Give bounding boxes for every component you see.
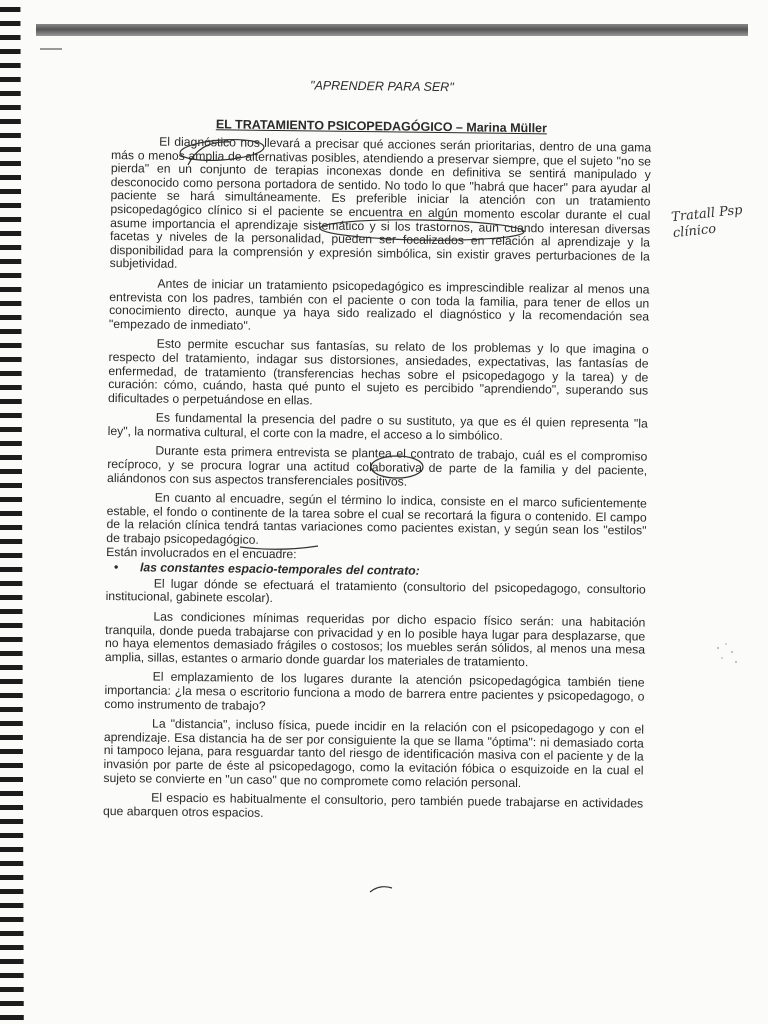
paragraph-encuadre: En cuanto al encuadre, según el término lo indica, consiste en el marco suficientemente estable, el fondo o continente de la tarea sobre el cual se recortará la figura o contenido. El campo de la relación clínica tendrá tantas variaciones como pacientes existan, y según sean los "estilos" de trabajo psicopedagógico. xyxy=(106,490,647,547)
bullet-dot-icon: • xyxy=(113,560,119,575)
pencil-dots xyxy=(712,640,742,670)
paragraph-lugar: El lugar dónde se efectuará el tratamiento (consultorio del psicopedagogo, consultorio institucional, gabinete escolar). xyxy=(105,576,646,606)
paragraph-distancia: La "distancia", incluso física, puede incidir en la relación con el psicopedagogo y con el aprendizaje. Esa distancia ha de ser por consiguiente la que se llama "óptima": ni demasiado corta ni tampoco lejana, para resguardar tanto del riesgo de identificación masiva con el paciente y de la invasión por parte de éste al psicopedagogo, como la evitación fóbica o esquizoide en la cual el sujeto se convierte en "un caso" que no compromete como relación personal. xyxy=(103,716,645,790)
paragraph-condiciones: Las condiciones mínimas requeridas por dicho espacio físico serán: una habitación tranquila, donde pueda trabajarse con privacidad y en lo posible haya lugar para desplazarse, que no haya elementos demasiado frágiles o costosos; los muebles serán sólidos, al menos una mesa amplia, sillas, estantes o armario donde guardar los materiales de tratamiento. xyxy=(104,609,646,669)
scan-top-edge xyxy=(36,24,748,36)
bullet-text: las constantes espacio-temporales del contrato: xyxy=(139,560,420,579)
spiral-binding xyxy=(0,0,34,1024)
paragraph-diagnostico: El diagnóstico nos llevará a precisar qué acciones serán prioritarias, dentro de una gama más o menos amplia de alternativas posibles, atendiendo a preservar siempre, que el sujeto "no se pierda" en un conjunto de terapias inconexas donde en definitiva se sentirá manipulado y desconocido como persona portadora de sentido. No todo lo que "habrá que hacer" para ayudar al paciente se hará simultáneamente. Es preferible iniciar la atención con un tratamiento psicopedagógico clínico si el paciente se encuentra en algún momento escolar durante el cual asume importancia el aprendizaje sistemático y si los trastornos, aun cuando interesan diversas facetas y niveles de la personalidad, pueden ser focalizados en relación al aprendizaje y la disponibilidad para la comprensión y expresión simbólica, sin existir graves perturbaciones de la subjetividad. xyxy=(109,134,652,272)
handwritten-margin-note: Tratall Psp clínico xyxy=(670,202,744,242)
paragraph-entrevista: Antes de iniciar un tratamiento psicopedagógico es imprescindible realizar al menos una entrevista con los padres, también con el paciente o con toda la familia, para tener de ellos un conocimiento directo, aunque ya haya sido realizado el diagnóstico y la recomendación sea "empezado de inmediato". xyxy=(108,276,650,333)
paragraph-espacio: El espacio es habitualmente el consultorio, pero también puede trabajarse en actividades que abarquen otros espacios. xyxy=(102,790,644,820)
paragraph-fantasias: Esto permite escuchar sus fantasías, su relato de los problemas y lo que imagina o respecto del tratamiento, indagar sus distorsiones, ansiedades, expectativas, las fantasías de enfermedad, de tratamiento (transferencias hechas sobre el psicopedagogo y la tarea) y de curación: cómo, cuándo, hasta qué punto el sujeto es percibido "aprendiendo", superando sus dificultades o perpetuándose en ellas. xyxy=(107,336,649,408)
paragraph-emplazamiento: El emplazamiento de los lugares durante la atención psicopedagógica también tiene importancia: ¿la mesa o escritorio funciona a modo de barrera entre pacientes y psicopedagogo, o como instrumento de trabajo? xyxy=(104,669,645,713)
document-title: EL TRATAMIENTO PSICOPEDAGÓGICO – Marina Müller xyxy=(215,117,548,136)
document-page xyxy=(103,76,652,831)
running-header: "APRENDER PARA SER" xyxy=(309,78,454,95)
paragraph-contrato: Durante esta primera entrevista se plantea el contrato de trabajo, cuál es el compromiso recíproco, y se procura lograr una actitud colaborativa de parte de la familia y del paciente, aliándonos con sus aspectos transferenciales positivos. xyxy=(107,444,648,489)
paragraph-involucrados: Están involucrados en el encuadre: xyxy=(106,544,297,561)
paragraph-padre: Es fundamental la presencia del padre o su sustituto, ya que es él quien representa "la ley", la normativa cultural, el corte con la madre, el acceso a lo simbólico. xyxy=(107,410,648,443)
scan-mark xyxy=(40,48,62,50)
